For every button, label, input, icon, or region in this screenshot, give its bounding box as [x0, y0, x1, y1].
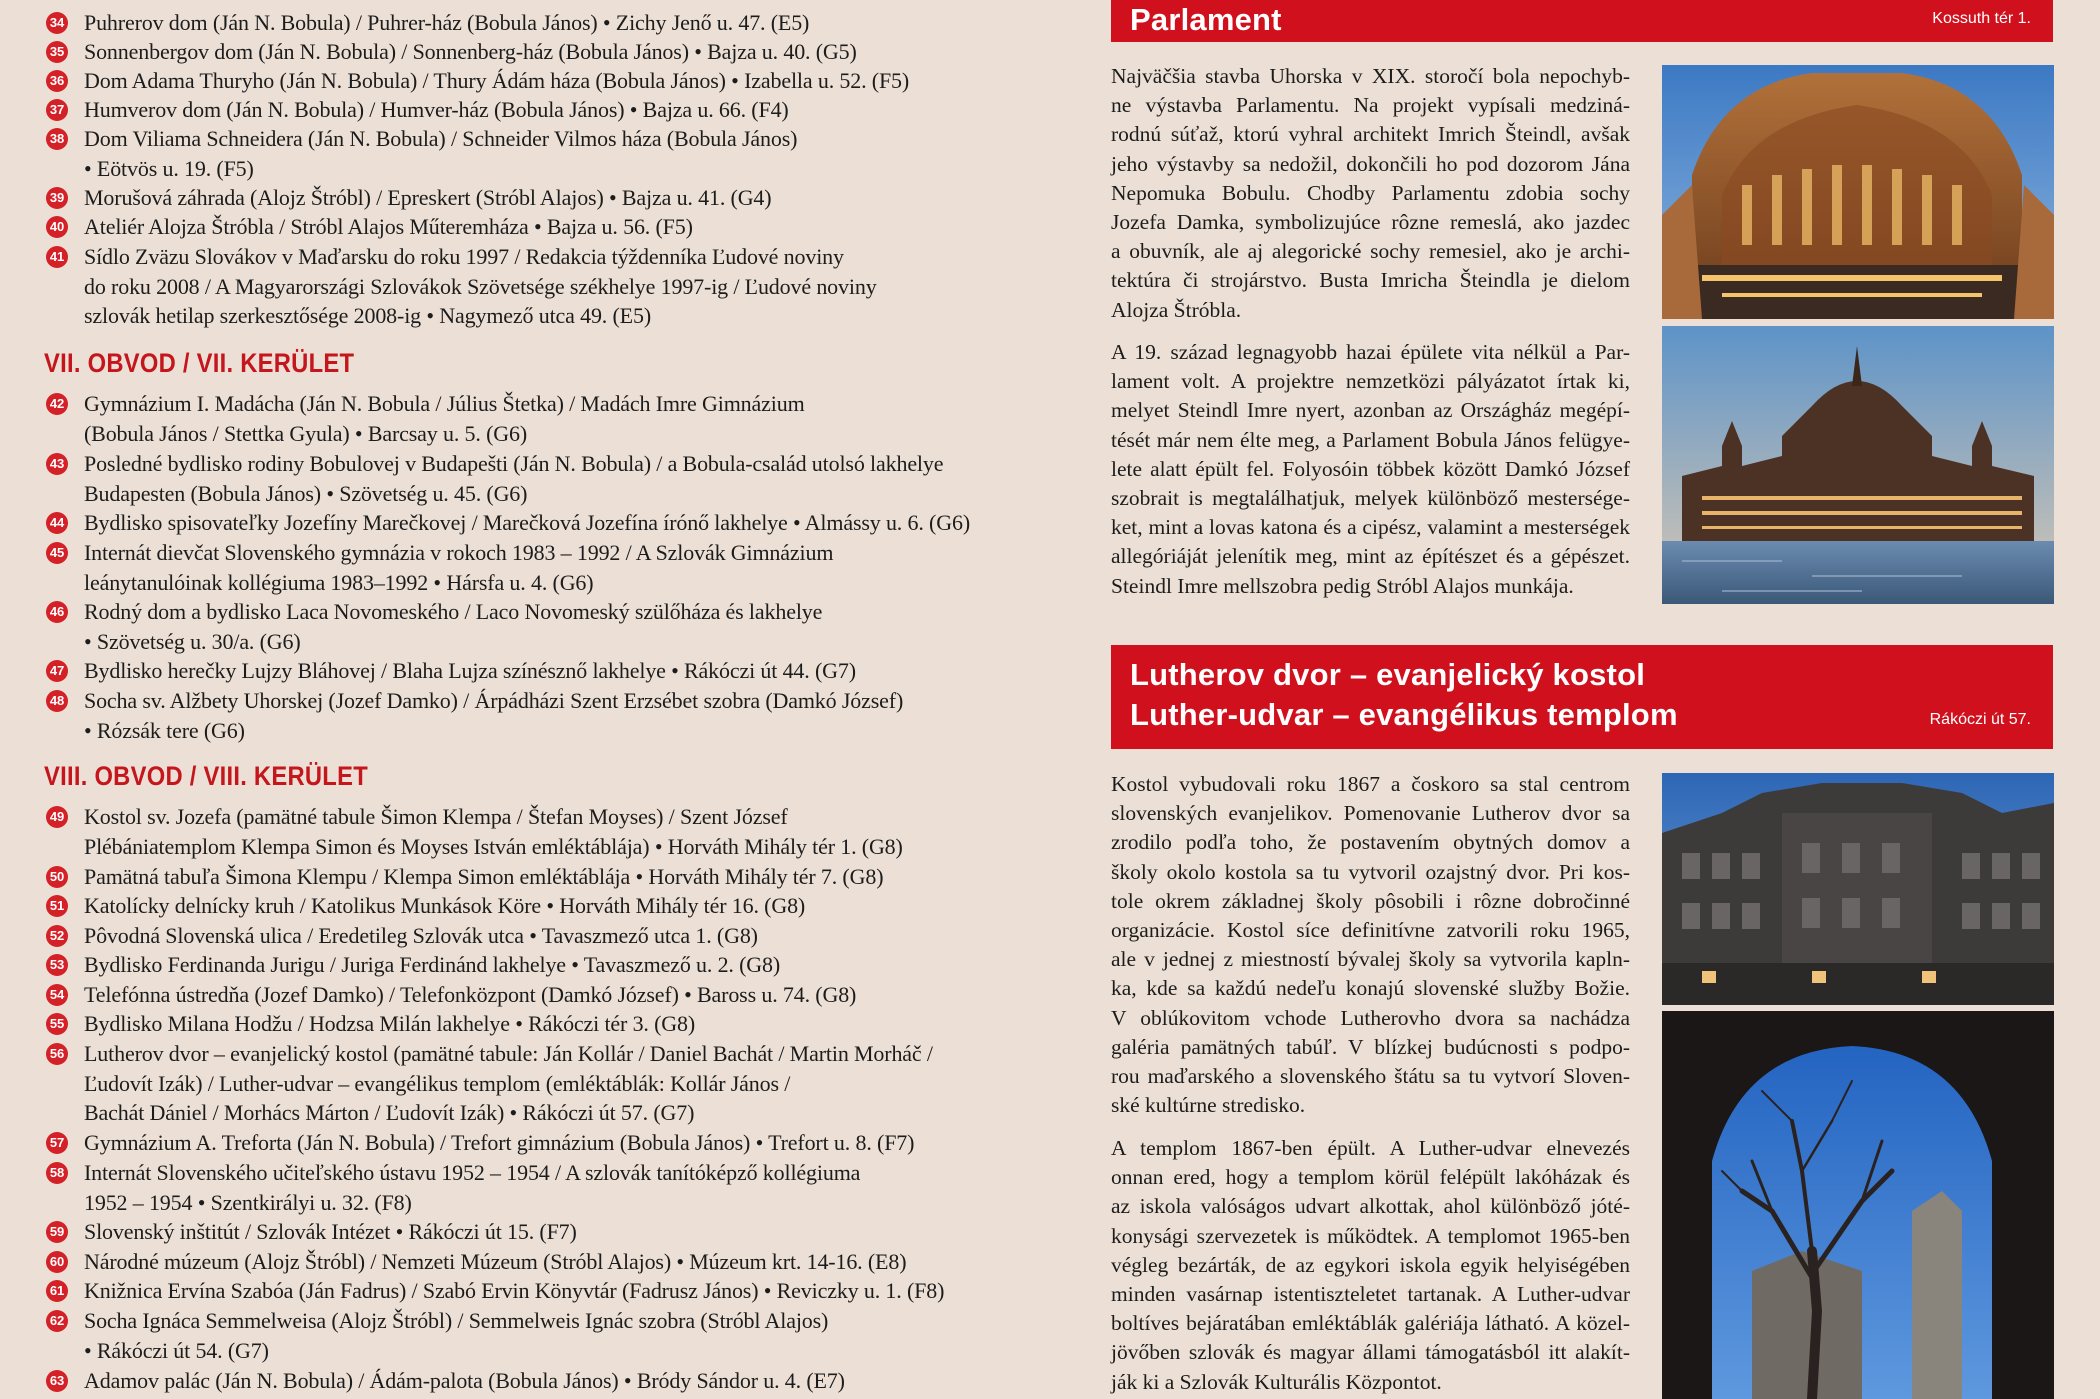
- text-line: lament volt. A projektre nemzetközi pályázatot írtak ki,: [1111, 369, 1630, 394]
- number-badge: 61: [46, 1280, 68, 1302]
- number-badge: 50: [46, 866, 68, 888]
- number-badge: 62: [46, 1310, 68, 1332]
- list-item-text: Sonnenbergov dom (Ján N. Bobula) / Sonnenberg-ház (Bobula János) • Bajza u. 40. (G5): [84, 39, 857, 64]
- text-line: rodnú súťaž, ktorú vyhral architekt Imrich Šteindl, avšak: [1111, 122, 1630, 147]
- text-line: jeho výstavby sa nedožil, dokončili ho pod dozorom Jána: [1111, 151, 1630, 176]
- list-item-text: Morušová záhrada (Alojz Štróbl) / Epreskert (Stróbl Alajos) • Bajza u. 41. (G4): [84, 185, 772, 210]
- text-line: szobrait is megtalálhatjuk, melyek különböző mestersége-: [1111, 486, 1630, 511]
- number-badge: 52: [46, 925, 68, 947]
- list-item-text: Puhrerov dom (Ján N. Bobula) / Puhrer-ház (Bobula János) • Zichy Jenő u. 47. (E5): [84, 10, 810, 35]
- list-item-text: Gymnázium I. Madácha (Ján N. Bobula / Július Štetka) / Madách Imre Gimnázium: [84, 391, 805, 416]
- list-item: [49, 1039, 1014, 1128]
- list-item-text: Posledné bydlisko rodiny Bobulovej v Budapešti (Ján N. Bobula) / a Bobula-család utolsó lakhelye: [84, 451, 944, 476]
- number-badge: 37: [46, 99, 68, 121]
- luther-address: Rákóczi út 57.: [1929, 711, 2031, 728]
- list-item-text: Internát Slovenského učiteľského ústavu 1952 – 1954 / A szlovák tanítóképző kollégiuma: [84, 1160, 861, 1185]
- text-line: ka, kde sa každú nedeľu konajú slovenské služby Božie.: [1111, 976, 1630, 1001]
- list-item: [49, 66, 1014, 96]
- text-line: ják ki a Szlovák Kulturális Központot.: [1111, 1369, 1442, 1394]
- list-item-text: Lutherov dvor – evanjelický kostol (pamätné tabule: Ján Kollár / Daniel Bachát / Martin Morháč /: [84, 1041, 933, 1066]
- text-line: jövőben szlovák és magyar állami támogatásból itt alakít-: [1111, 1340, 1630, 1365]
- list-item-text: • Rákóczi út 54. (G7): [84, 1337, 269, 1363]
- list-item: [49, 124, 1014, 183]
- list-item: [49, 862, 1014, 892]
- parlament-text-sk: [1111, 62, 1630, 325]
- list-item: [49, 656, 1014, 686]
- number-badge: 43: [46, 453, 68, 475]
- text-line: školy okolo kostola sa tu vytvoril ozajstný dvor. Pri kos-: [1111, 859, 1630, 884]
- text-line: lete alatt épült fel. Folyosóin többek között Damkó József: [1111, 456, 1630, 481]
- text-line: V oblúkovitom vchode Lutherovho dvora sa nachádza: [1111, 1005, 1630, 1030]
- list-item: [49, 538, 1014, 597]
- list-item: [49, 1366, 1014, 1396]
- luther-banner: [1111, 645, 2053, 749]
- text-line: Jozefa Damka, symbolizujúce rôzne remeslá, ako jazdec: [1111, 210, 1630, 235]
- list-item: [49, 921, 1014, 951]
- text-line: galéria pamätných tabúľ. V blízkej budúcnosti s podpo-: [1111, 1034, 1630, 1059]
- parlament-banner: [1111, 0, 2053, 42]
- parliament-dome-photo: [1662, 65, 2054, 319]
- list-item-text: Plébániatemplom Klempa Simon és Moyses István emléktáblája) • Horváth Mihály tér 1. (G8): [84, 833, 903, 859]
- parlament-title: Parlament: [1130, 2, 1282, 37]
- list-item-text: Pôvodná Slovenská ulica / Eredetileg Szlovák utca • Tavaszmező utca 1. (G8): [84, 923, 758, 948]
- list-item: [49, 597, 1014, 656]
- list-item-text: Dom Viliama Schneidera (Ján N. Bobula) / Schneider Vilmos háza (Bobula János): [84, 126, 798, 151]
- number-badge: 45: [46, 542, 68, 564]
- text-line: végleg bezárták, de az egykori iskola egyik helyiségében: [1111, 1252, 1630, 1277]
- list-item-text: Humverov dom (Ján N. Bobula) / Humver-ház (Bobula János) • Bajza u. 66. (F4): [84, 97, 789, 122]
- number-badge: 48: [46, 690, 68, 712]
- list-item-text: Pamätná tabuľa Šimona Klempu / Klempa Simon emléktáblája • Horváth Mihály tér 7. (G8): [84, 864, 884, 889]
- number-badge: 53: [46, 954, 68, 976]
- list-item-text: Knižnica Ervína Szabóa (Ján Fadrus) / Szabó Ervin Könyvtár (Fadrusz János) • Reviczky u. 1. (F8): [84, 1278, 945, 1303]
- text-line: boltíves bejáratában emléktáblák galériája látható. A közel-: [1111, 1311, 1630, 1336]
- list-item: [49, 212, 1014, 242]
- list-item: [49, 183, 1014, 213]
- list-item: [49, 980, 1014, 1010]
- number-badge: 49: [46, 806, 68, 828]
- list-item-text: Ateliér Alojza Štróbla / Stróbl Alajos Műteremháza • Bajza u. 56. (F5): [84, 214, 693, 239]
- list-item: [49, 1217, 1014, 1247]
- list-item-text: do roku 2008 / A Magyarországi Szlovákok Szövetsége székhelye 1997-ig / Ľudové noviny: [84, 273, 877, 299]
- list-item-text: Dom Adama Thuryho (Ján N. Bobula) / Thury Ádám háza (Bobula János) • Izabella u. 52. (F5): [84, 68, 910, 93]
- text-line: zrodilo podľa toho, že postavením obytných domov a: [1111, 830, 1630, 855]
- list-item-text: Kostol sv. Jozefa (pamätné tabule Šimon Klempa / Štefan Moyses) / Szent József: [84, 804, 788, 829]
- text-line: ne výstavba Parlamentu. Na projekt vypísali medziná-: [1111, 93, 1630, 118]
- text-line: Alojza Štróbla.: [1111, 297, 1242, 322]
- number-badge: 58: [46, 1162, 68, 1184]
- list-item-text: leánytanulóinak kollégiuma 1983–1992 • Hársfa u. 4. (G6): [84, 569, 594, 595]
- number-badge: 47: [46, 660, 68, 682]
- number-badge: 57: [46, 1132, 68, 1154]
- text-line: ské kultúrne stredisko.: [1111, 1093, 1306, 1118]
- number-badge: 42: [46, 393, 68, 415]
- number-badge: 60: [46, 1251, 68, 1273]
- text-line: A 19. század legnagyobb hazai épülete vita nélkül a Par-: [1111, 340, 1630, 364]
- number-badge: 54: [46, 984, 68, 1006]
- list-item-text: Budapesten (Bobula János) • Szövetség u. 45. (G6): [84, 480, 528, 506]
- number-badge: 35: [46, 41, 68, 63]
- luther-text-hu: [1111, 1134, 1630, 1397]
- parliament-river-photo: [1662, 326, 2054, 604]
- number-badge: 51: [46, 895, 68, 917]
- list-item: [49, 8, 1014, 38]
- text-line: Najväčšia stavba Uhorska v XIX. storočí bola nepochyb-: [1111, 64, 1630, 88]
- number-badge: 56: [46, 1043, 68, 1065]
- number-badge: 36: [46, 70, 68, 92]
- list-item-text: (Bobula János / Stettka Gyula) • Barcsay u. 5. (G6): [84, 420, 528, 446]
- list-item-text: Bydlisko Milana Hodžu / Hodzsa Milán lakhelye • Rákóczi tér 3. (G8): [84, 1011, 696, 1036]
- text-line: tését már nem élte meg, a Parlament Bobula János felügye-: [1111, 427, 1630, 452]
- list-item-text: Telefónna ústredňa (Jozef Damko) / Telefonközpont (Damkó József) • Baross u. 74. (G8): [84, 982, 857, 1007]
- list-item-text: Bachát Dániel / Morhács Márton / Ľudovít Izák) • Rákóczi út 57. (G7): [84, 1100, 695, 1125]
- number-badge: 55: [46, 1013, 68, 1035]
- text-line: a obuvník, ale aj alegorické sochy remesiel, ako je archi-: [1111, 239, 1630, 264]
- parlament-address: Kossuth tér 1.: [1932, 10, 2031, 27]
- text-line: ket, mint a lovas katona és a cipész, valamint a mesterségek: [1111, 515, 1630, 540]
- list-item-text: Bydlisko Ferdinanda Jurigu / Juriga Ferdinánd lakhelye • Tavaszmező u. 2. (G8): [84, 952, 781, 977]
- list-item: [49, 1247, 1014, 1277]
- luther-courtyard-facade-photo: [1662, 773, 2054, 1005]
- text-line: A templom 1867-ben épült. A Luther-udvar elnevezés: [1111, 1136, 1630, 1160]
- number-badge: 46: [46, 601, 68, 623]
- list-item: [49, 1306, 1014, 1365]
- list-item: [49, 1128, 1014, 1158]
- text-line: tole okrem základnej školy pôsobili i rôzne dobročinné: [1111, 888, 1630, 913]
- text-line: rou maďarského a slovenského štátu sa tu vytvorí Sloven-: [1111, 1064, 1630, 1089]
- list-item-text: • Eötvös u. 19. (F5): [84, 155, 254, 181]
- list-item: [49, 1276, 1014, 1306]
- list-item-text: Socha sv. Alžbety Uhorskej (Jozef Damko) / Árpádházi Szent Erzsébet szobra (Damkó József): [84, 688, 904, 713]
- list-item: [49, 508, 1014, 538]
- list-item: [49, 950, 1014, 980]
- list-item-text: Národné múzeum (Alojz Štróbl) / Nemzeti Múzeum (Stróbl Alajos) • Múzeum krt. 14-16. (E8): [84, 1249, 907, 1274]
- text-line: tektúra či strojárstvo. Busta Imricha Šteindla je dielom: [1111, 268, 1630, 293]
- luther-arch-tree-photo: [1662, 1011, 2054, 1399]
- list-item: [49, 1158, 1014, 1217]
- section-heading-viii: VIII. OBVOD / VIII. KERÜLET: [44, 761, 368, 791]
- list-item: [49, 891, 1014, 921]
- text-line: organizácie. Kostol síce definitívne zatvorili roku 1965,: [1111, 918, 1630, 943]
- list-item-text: 1952 – 1954 • Szentkirályi u. 32. (F8): [84, 1189, 412, 1215]
- list-item: [49, 389, 1014, 448]
- number-badge: 34: [46, 12, 68, 34]
- list-item-text: Katolícky delnícky kruh / Katolikus Munkások Köre • Horváth Mihály tér 16. (G8): [84, 893, 806, 918]
- list-item: [49, 95, 1014, 125]
- text-line: slovenských evanjelikov. Pomenovanie Lutherov dvor sa: [1111, 801, 1630, 826]
- list-item-text: Ľudovít Izák) / Luther-udvar – evangélikus templom (emléktáblák: Kollár János /: [84, 1070, 791, 1096]
- number-badge: 59: [46, 1221, 68, 1243]
- section-heading-vii: VII. OBVOD / VII. KERÜLET: [44, 348, 355, 378]
- text-line: onnan ered, hogy a templom körül felépült lakóházak és: [1111, 1165, 1630, 1190]
- number-badge: 41: [46, 246, 68, 268]
- text-line: az iskola valóságos udvart alkottak, ahol különböző jóté-: [1111, 1194, 1630, 1219]
- luther-title-sk: Lutherov dvor – evanjelický kostol: [1130, 657, 1646, 692]
- list-item-text: szlovák hetilap szerkesztősége 2008-ig • Nagymező utca 49. (E5): [84, 303, 651, 328]
- parlament-text-hu: [1111, 338, 1630, 601]
- number-badge: 38: [46, 128, 68, 150]
- list-item-text: • Szövetség u. 30/a. (G6): [84, 628, 301, 654]
- text-line: ale v jednej z miestností bývalej školy sa vytvorila kapln-: [1111, 947, 1630, 972]
- list-item-text: Bydlisko herečky Lujzy Bláhovej / Blaha Lujza színésznő lakhelye • Rákóczi út 44. (G7): [84, 658, 856, 683]
- list-item: [49, 1009, 1014, 1039]
- luther-title-hu: Luther-udvar – evangélikus templom: [1130, 697, 1678, 732]
- number-badge: 63: [46, 1370, 68, 1392]
- list-item-text: Adamov palác (Ján N. Bobula) / Ádám-palota (Bobula János) • Bródy Sándor u. 4. (E7): [84, 1368, 845, 1393]
- text-line: Steindl Imre mellszobra pedig Stróbl Alajos munkája.: [1111, 573, 1574, 598]
- text-line: Nepomuka Bobulu. Chodby Parlamentu zdobia sochy: [1111, 180, 1630, 205]
- list-item-text: Slovenský inštitút / Szlovák Intézet • Rákóczi út 15. (F7): [84, 1219, 577, 1244]
- list-item: [49, 242, 1014, 331]
- list-item-text: Internát dievčat Slovenského gymnázia v rokoch 1983 – 1992 / A Szlovák Gimnázium: [84, 540, 834, 565]
- list-item-text: Gymnázium A. Treforta (Ján N. Bobula) / Trefort gimnázium (Bobula János) • Trefort u. 8. (F7): [84, 1130, 915, 1155]
- list-item: [49, 37, 1014, 67]
- luther-text-sk: [1111, 770, 1630, 1120]
- number-badge: 39: [46, 187, 68, 209]
- list-item-text: Sídlo Zväzu Slovákov v Maďarsku do roku 1997 / Redakcia týždenníka Ľudové noviny: [84, 244, 844, 269]
- list-item-text: Bydlisko spisovateľky Jozefíny Marečkovej / Marečková Jozefína írónő lakhelye • Almássy u. 6. (G6): [84, 510, 971, 535]
- text-line: allegóriáját jelenítik meg, mint az építészet és a gépészet.: [1111, 544, 1630, 569]
- list-item: [49, 686, 1014, 745]
- list-item-text: Socha Ignáca Semmelweisa (Alojz Štróbl) / Semmelweis Ignác szobra (Stróbl Alajos): [84, 1308, 829, 1333]
- number-badge: 44: [46, 512, 68, 534]
- number-badge: 40: [46, 216, 68, 238]
- text-line: melyet Steindl Imre nyert, azonban az Országház megépí-: [1111, 398, 1630, 423]
- list-item: [49, 449, 1014, 508]
- landmark-list: [0, 0, 1040, 1399]
- list-item-text: • Rózsák tere (G6): [84, 717, 245, 743]
- text-line: Kostol vybudovali roku 1867 a čoskoro sa stal centrom: [1111, 772, 1630, 796]
- list-item-text: Rodný dom a bydlisko Laca Novomeského / Laco Novomeský szülőháza és lakhelye: [84, 599, 823, 624]
- list-item: [49, 802, 1014, 861]
- text-line: minden vasárnap istentiszteletet tartanak. A Luther-udvar: [1111, 1282, 1630, 1307]
- text-line: konysági szervezetek is működtek. A templomot 1965-ben: [1111, 1223, 1630, 1248]
